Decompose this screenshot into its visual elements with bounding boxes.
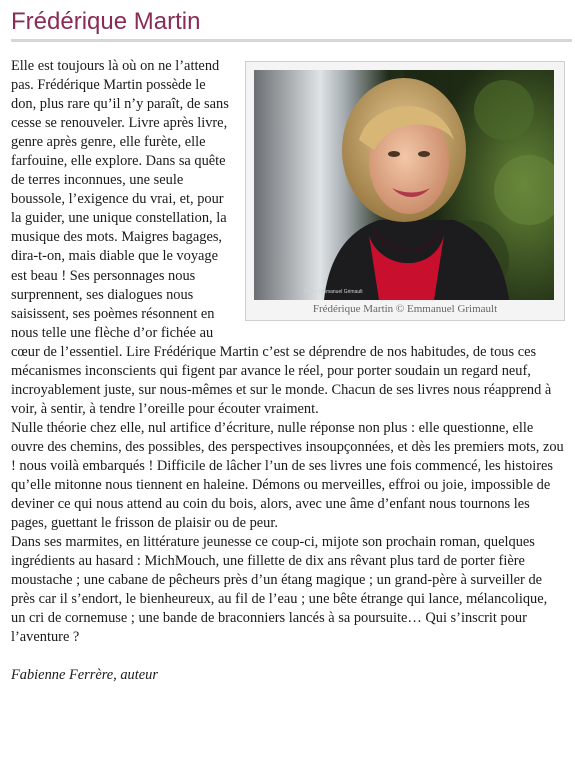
author-photo bbox=[254, 70, 554, 300]
photo-caption: Frédérique Martin © Emmanuel Grimault bbox=[312, 303, 498, 315]
author-signature: Fabienne Ferrère, auteur bbox=[11, 667, 158, 684]
title-divider bbox=[11, 39, 572, 42]
author-photo-figure bbox=[245, 61, 565, 321]
article-paragraph-2: Nulle théorie chez elle, nul artifice d’écriture, nulle réponse non plus : elle questionne, elle ouvre des chemins, des possibles, des perspectives insoupçonnées, et dès les premiers mots, zou ! nous voilà embarqués ! Difficile de lâcher l’un de ses livres une fois commencé, les histoires qu’elle mitonne nous tiennent en haleine. Démons ou merveilles, effroi ou joie, impossible de deviner ce qui nous attend au coin du bois, alors, avec une âme d’enfant nous tournons les pages, guettant le frisson de plaisir ou de peur. bbox=[11, 419, 564, 532]
article-body bbox=[11, 57, 565, 686]
article-paragraph-1: Elle est toujours là où on ne l’attend pas. Frédérique Martin possède le don, plus rare qu’il n’y paraît, de sans cesse se renouveler. Livre après livre, genre après genre, elle furète, elle farfouine, elle explore. Dans sa quête de terres inconnues, une seule boussole, l’exigence du vrai, et, pour la guider, une unique constellation, la musique des mots. Maigres bagages, dira-t-on, mais diable que le voyage est beau ! Ses personnages nous surprennent, ses dialogues nous saisissent, ses poèmes résonnent en nous telle une flèche d’or fichée au cœur de l’essentiel. Lire Frédérique Martin c’est se déprendre de nos habitudes, de tous ces mécanismes inconscients qui figent par avance le réel, pour porter soudain un regard neuf, incroyablement juste, sur nous-mêmes et sur le monde. Chacun de ses livres nous réapprend à voir, à sentir, à tendre l’oreille pour écouter vraiment. bbox=[11, 58, 552, 417]
author-portrait-image bbox=[254, 70, 554, 300]
page-title: Frédérique Martin bbox=[11, 8, 201, 35]
article-paragraph-3: Dans ses marmites, en littérature jeunesse ce coup-ci, mijote son prochain roman, quelques ingrédients au hasard : MichMouch, une fillette de dix ans rêvant plus tard de porter fière moustache ; une cabane de pêcheurs près d’un étang magique ; un grand-père à surveiller de près car il s’endort, le bienheureux, au fil de l’eau ; une bête étrange qui lance, mélancolique, un cri de cornemuse ; une bande de braconniers lancés à sa poursuite… Qui s’inscrit pour l’aventure ? bbox=[11, 534, 548, 646]
photo-credit-watermark: Photo Emmanuel Grimault bbox=[304, 289, 363, 295]
